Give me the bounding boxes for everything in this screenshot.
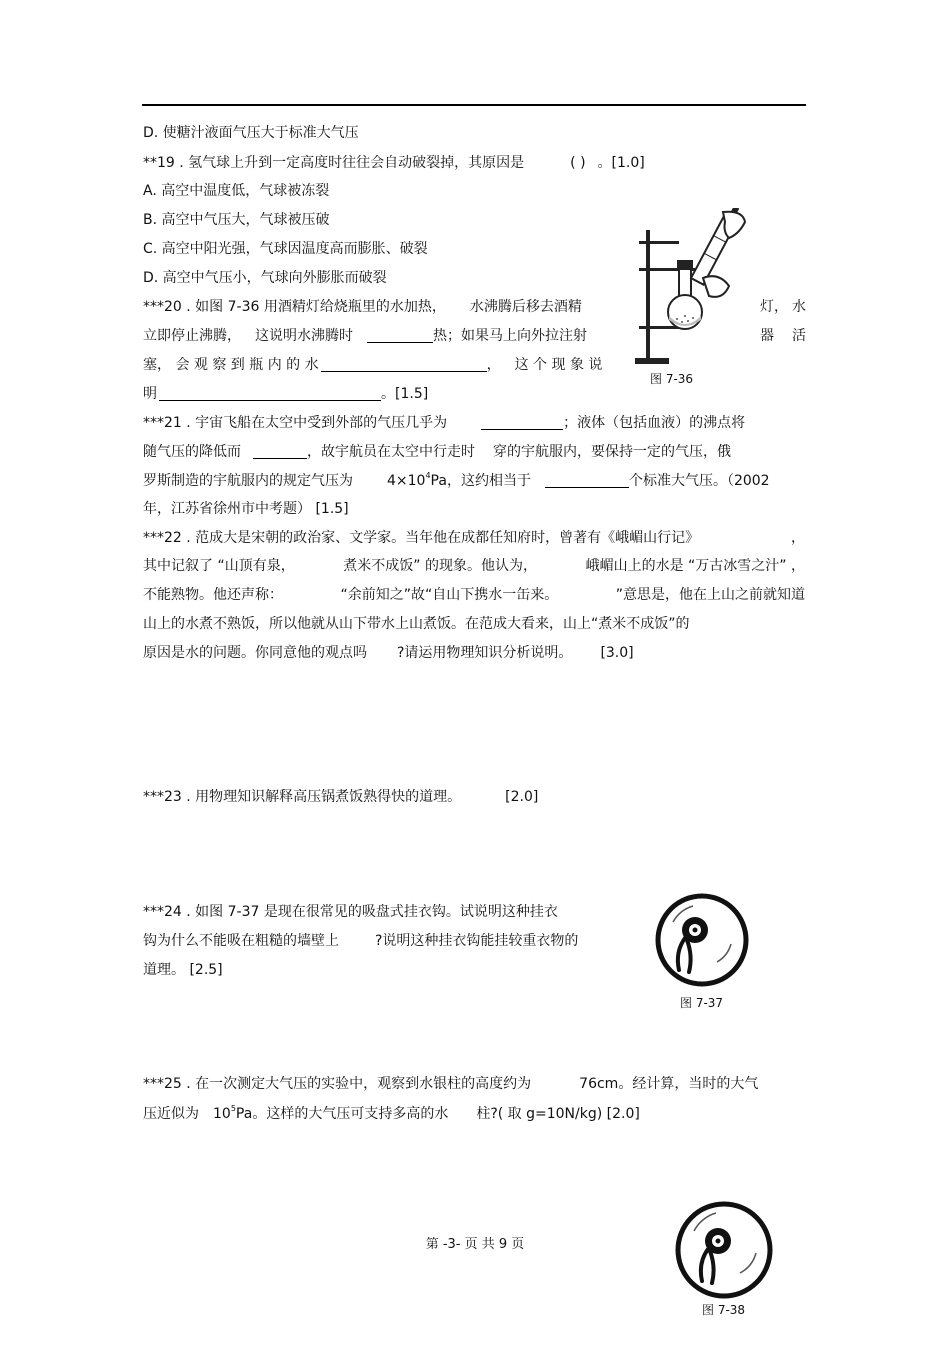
q22-l2b: 煮米不成饭” 的现象。他认为， — [343, 558, 537, 574]
q22-line-5 — [143, 643, 634, 663]
hand-lower — [703, 276, 729, 297]
q22-line-2 — [143, 556, 805, 576]
q22-line-4: 山上的水煮不熟饭，所以他就从山下带水上山煮饭。在范成大看来，山上“煮米不成饭”的 — [143, 616, 690, 632]
q22-l2c: 峨嵋山上的水是 “万古冰雪之汁” ， — [585, 558, 805, 574]
stand-base — [635, 358, 669, 364]
q25-l2a: 压近似为 — [143, 1106, 199, 1122]
q21-blank-2[interactable] — [253, 443, 307, 459]
q22-l1a: ***22 . 范成大是宋朝的政治家、文学家。当年他在成都任知府时，曾著有《峨嵋山行记》 — [143, 530, 700, 546]
q25-l2b: 10 — [213, 1106, 231, 1122]
figure-7-36-caption: 图 7-36 — [650, 372, 694, 386]
q20-l1b: 水沸腾后移去酒精 — [469, 299, 582, 315]
q20-blank-2[interactable] — [321, 356, 487, 372]
q20-l3c: 这 个 现 象 说 — [514, 357, 603, 373]
q21-line-4: 年，江苏省徐州市中考题） [1.5] — [143, 501, 349, 517]
q21-l2a: 随气压的降低而 — [143, 444, 241, 460]
flask-body — [668, 295, 702, 329]
header-rule — [142, 104, 806, 106]
q21-l3b: 4×10 — [387, 473, 426, 489]
q24-line-3: 道理。 [2.5] — [143, 962, 223, 978]
q19-answer-paren: ( ) — [570, 155, 586, 171]
q20-l2e: 活 — [792, 328, 806, 344]
q21-l1b: ；液体（包括血液）的沸点将 — [563, 415, 746, 431]
q21-l3a: 罗斯制造的宇航服内的规定气压为 — [143, 473, 353, 489]
q19-option-d: D. 高空中气压小，气球向外膨胀而破裂 — [143, 270, 387, 286]
q22-l5a: 原因是水的问题。你同意他的观点吗 — [143, 645, 367, 661]
q19-option-a: A. 高空中温度低，气球被冻裂 — [143, 183, 330, 199]
stand-rod — [646, 230, 650, 360]
q20-l1d: 水 — [792, 299, 806, 315]
q19-score: 。[1.0] — [597, 155, 645, 171]
q22-l5b: ?请运用物理知识分析说明。 — [397, 645, 573, 661]
q23-line — [143, 787, 538, 807]
figure-7-36-flask-apparatus — [633, 208, 748, 368]
figure-7-38-caption: 图 7-38 — [702, 1303, 746, 1317]
q20-line-3 — [143, 355, 602, 375]
q25-l1a: ***25 . 在一次测定大气压的实验中，观察到水银柱的高度约为 — [143, 1076, 532, 1092]
q22-l1b: ， — [791, 530, 805, 546]
q21-l3c: Pa，这约相当于 — [430, 473, 531, 489]
q22-l3c: ”意思是，他在上山之前就知道 — [615, 587, 805, 603]
q21-line-3 — [143, 471, 770, 491]
q24-line-1: ***24 . 如图 7-37 是现在很常见的吸盘式挂衣钩。试说明这种挂衣 — [143, 904, 558, 920]
q20-l1c: 灯， — [760, 299, 788, 315]
q22-l5c: [3.0] — [600, 645, 634, 661]
q20-blank-3[interactable] — [159, 385, 381, 401]
q20-line-1 — [143, 297, 582, 317]
hook-knob-center — [693, 928, 698, 933]
q19-option-b: B. 高空中气压大，气球被压破 — [143, 212, 330, 228]
q24-line-2 — [143, 931, 578, 951]
q20-l4b: 。[1.5] — [381, 386, 429, 402]
q25-line-2 — [143, 1104, 640, 1124]
q25-line-1 — [143, 1074, 758, 1094]
q20-line-1-right — [760, 297, 806, 317]
q22-l3b: “余前知之”故“自山下携水一缶来。 — [340, 587, 559, 603]
q20-line-2 — [143, 326, 587, 346]
q22-line-3 — [143, 585, 805, 605]
hook-knob-center — [716, 1239, 721, 1244]
stopper — [677, 260, 693, 270]
q22-l3a: 不能熟物。他还声称： — [143, 587, 283, 603]
q20-l2c: 热；如果马上向外拉注射 — [433, 328, 587, 344]
q22-line-1 — [143, 528, 805, 548]
q20-l3a: 塞， 会 观 察 到 瓶 内 的 水 — [143, 357, 319, 373]
q22-l2a: 其中记叙了 “山顶有泉， — [143, 558, 295, 574]
q21-l2b: ，故宇航员在太空中行走时 — [307, 444, 475, 460]
q19-stem-text: **19 . 氢气球上升到一定高度时往往会自动破裂掉，其原因是 — [143, 155, 525, 171]
q19-stem — [143, 153, 645, 173]
q25-l2c: Pa。这样的大气压可支持多高的水 — [235, 1106, 449, 1122]
q19-option-c: C. 高空中阳光强，气球因温度高而膨胀、破裂 — [143, 241, 428, 257]
q21-l1a: ***21 . 宇宙飞船在太空中受到外部的气压几乎为 — [143, 415, 448, 431]
q20-l2b: 这说明水沸腾时 — [255, 328, 353, 344]
q21-l3b-exponent: 4 — [425, 471, 431, 480]
figure-7-38-suction-hook — [672, 1201, 776, 1299]
q24-l2a: 钩为什么不能吸在粗糙的墙壁上 — [143, 933, 339, 949]
clamp-arm-top — [639, 241, 679, 244]
q21-blank-1[interactable] — [481, 414, 563, 430]
q25-l2b-exponent: 5 — [230, 1104, 236, 1113]
q21-blank-3[interactable] — [545, 472, 629, 488]
q24-l2b: ?说明这种挂衣钩能挂较重衣物的 — [375, 933, 579, 949]
q21-line-1 — [143, 413, 745, 433]
q20-blank-1[interactable] — [367, 327, 433, 343]
q21-l2c: 穿的宇航服内，要保持一定的气压，俄 — [493, 444, 731, 460]
q20-l4a: 明 — [143, 386, 157, 402]
q20-l2a: 立即停止沸腾， — [143, 328, 241, 344]
q23-score: [2.0] — [505, 789, 539, 805]
figure-7-37-suction-hook — [653, 892, 751, 988]
q18-option-d: D. 使糖汁液面气压大于标准大气压 — [143, 125, 359, 141]
q21-line-2 — [143, 442, 731, 462]
q25-l2d: 柱?( 取 g=10N/kg) [2.0] — [476, 1106, 640, 1122]
page-footer: 第 -3- 页 共 9 页 — [425, 1237, 525, 1252]
q20-l3b: ， — [486, 357, 501, 373]
figure-7-37-caption: 图 7-37 — [680, 996, 724, 1010]
q23-text: ***23 . 用物理知识解释高压锅煮饭熟得快的道理。 — [143, 789, 462, 805]
q20-l1a: ***20 . 如图 7-36 用酒精灯给烧瓶里的水加热， — [143, 299, 446, 315]
q20-line-2-right — [760, 326, 806, 346]
q21-l3d: 个标准大气压。（2002 — [628, 473, 770, 489]
q20-l2d: 器 — [760, 328, 774, 344]
q25-l1b: 76cm。经计算，当时的大气 — [579, 1076, 759, 1092]
q20-line-4 — [143, 384, 428, 404]
hand — [723, 212, 745, 238]
